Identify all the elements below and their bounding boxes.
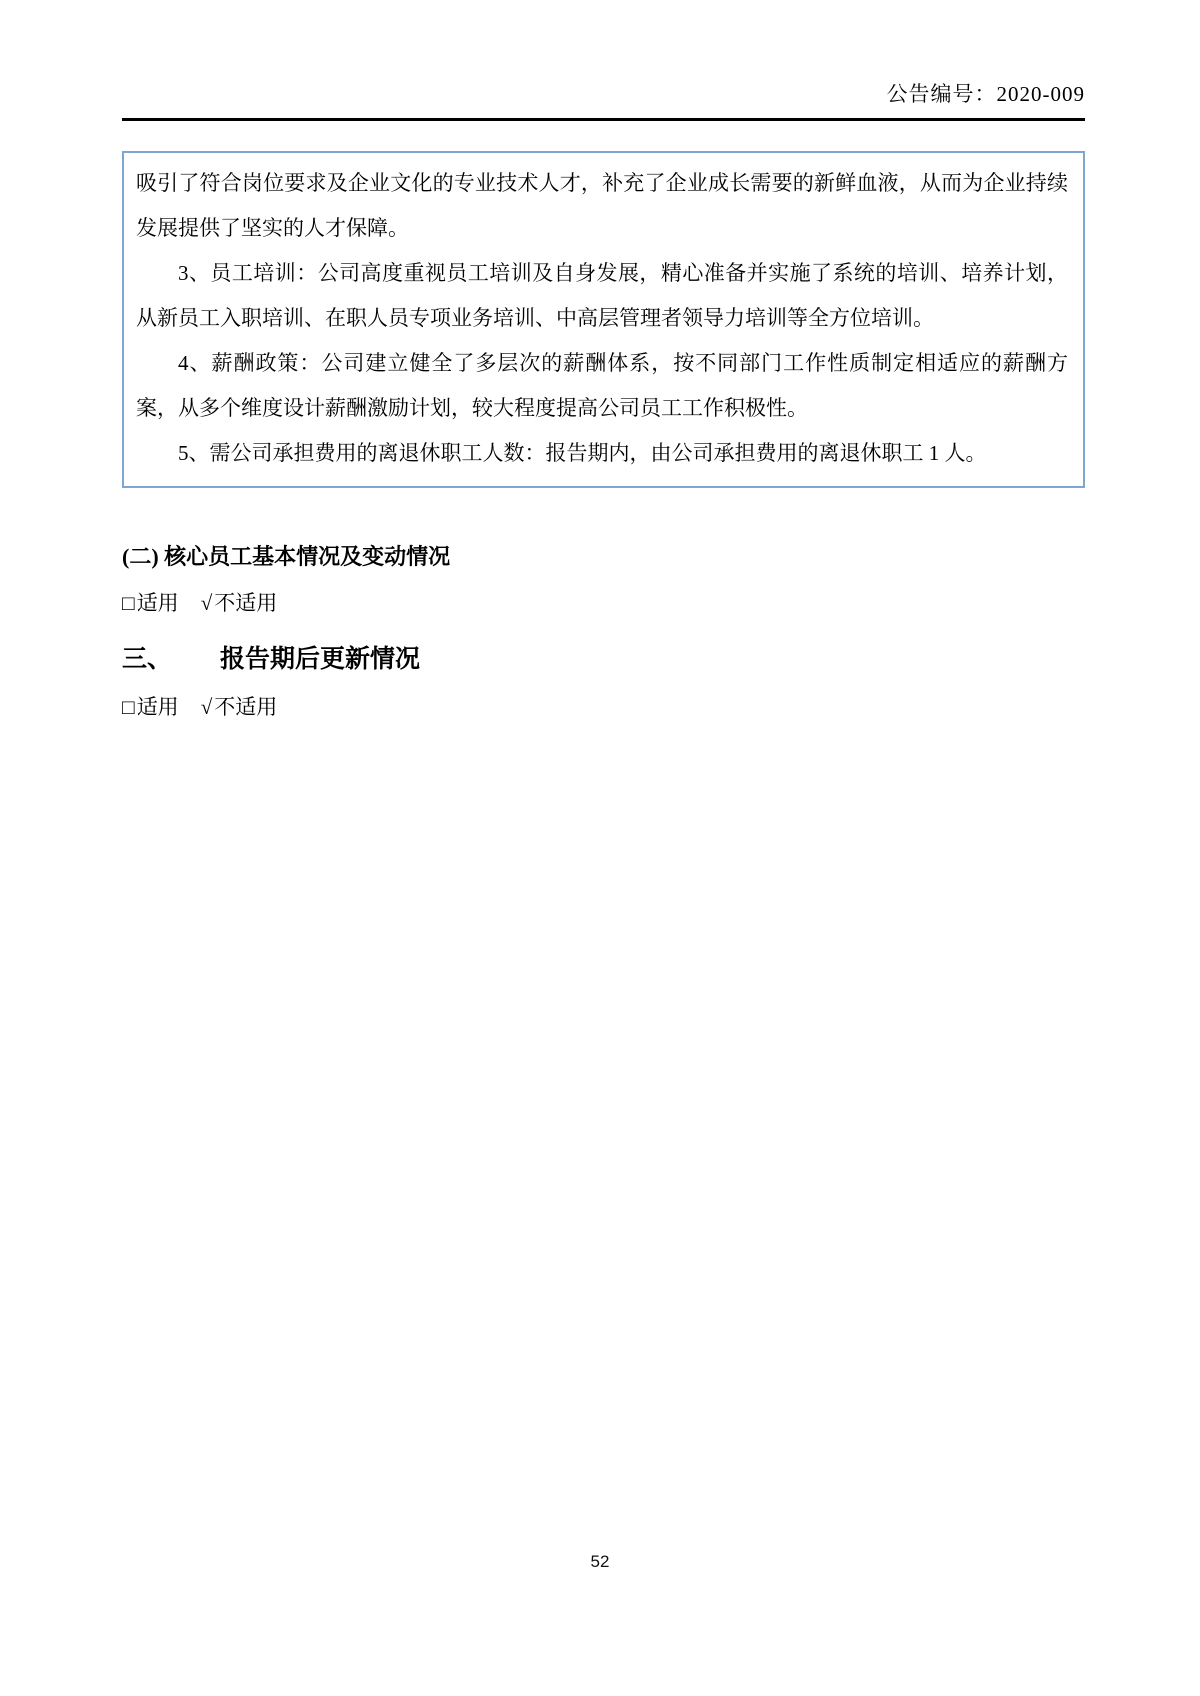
box-paragraph-training: 3、员工培训：公司高度重视员工培训及自身发展，精心准备并实施了系统的培训、培养计划，从新员工入职培训、在职人员专项业务培训、中高层管理者领导力培训等全方位培训。 (136, 261, 1068, 330)
applicable-label: 适用 (136, 695, 179, 719)
section-heading-core-staff (122, 540, 1085, 571)
check-mark-icon: √ (200, 695, 213, 719)
notice-box (122, 151, 1085, 488)
announcement-number: 公告编号：2020-009 (886, 82, 1085, 106)
applicable-label: 适用 (136, 591, 179, 615)
checkbox-unchecked-icon: □ (122, 695, 135, 719)
chapter-title: 报告期后更新情况 (220, 646, 421, 673)
box-paragraph-retirees: 5、需公司承担费用的离退休职工人数：报告期内，由公司承担费用的离退休职工 1 人。 (178, 441, 987, 465)
box-paragraph-compensation: 4、薪酬政策：公司建立健全了多层次的薪酬体系，按不同部门工作性质制定相适应的薪酬方案，从多个维度设计薪酬激励计划，较大程度提高公司员工工作积极性。 (136, 351, 1068, 420)
applicability-line-post-period (122, 691, 1085, 721)
chapter-heading-post-period (122, 639, 1085, 675)
applicability-line-core-staff (122, 587, 1085, 617)
not-applicable-label: 不适用 (214, 591, 278, 615)
section-heading-core-staff-label: (二) 核心员工基本情况及变动情况 (122, 544, 451, 569)
chapter-number: 三、 (122, 646, 173, 673)
page-number: 52 (590, 1552, 610, 1571)
page-header (122, 78, 1085, 121)
box-paragraph-continuation: 吸引了符合岗位要求及企业文化的专业技术人才，补充了企业成长需要的新鲜血液，从而为企业持续发展提供了坚实的人才保障。 (136, 171, 1068, 240)
page-footer (0, 1552, 1200, 1572)
check-mark-icon: √ (200, 591, 213, 615)
checkbox-unchecked-icon: □ (122, 591, 135, 615)
not-applicable-label: 不适用 (214, 695, 278, 719)
